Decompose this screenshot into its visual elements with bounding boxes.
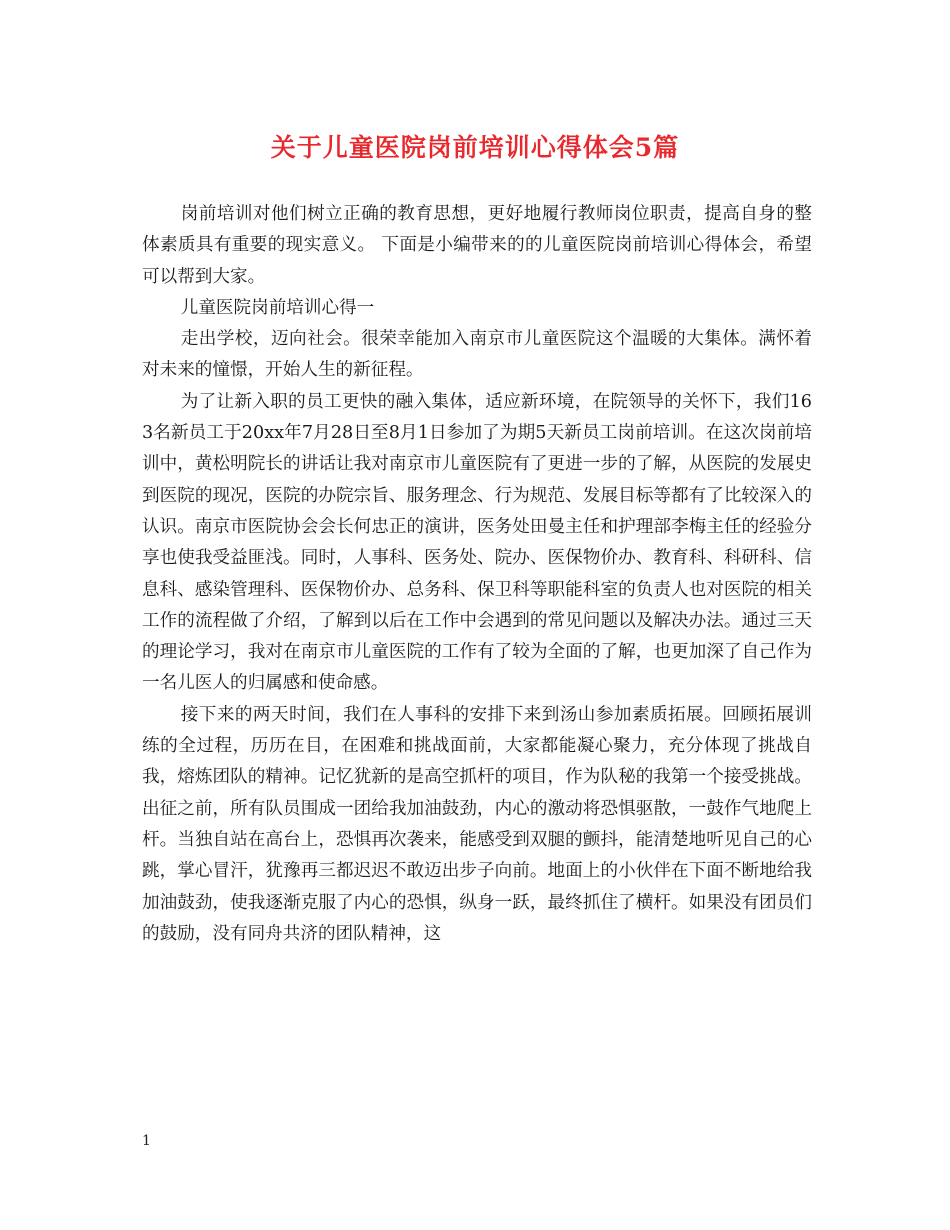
section-heading: 儿童医院岗前培训心得一	[180, 297, 375, 318]
body-paragraph: 走出学校，迈向社会。很荣幸能加入南京市儿童医院这个温暖的大集体。满怀着对未来的憧憬，开始人生的新征程。	[142, 329, 812, 381]
document-title: 关于儿童医院岗前培训心得体会5篇	[270, 133, 680, 162]
body-paragraph: 为了让新入职的员工更快的融入集体，适应新环境，在院领导的关怀下，我们163名新员工于20xx年7月28日至8月1日参加了为期5天新员工岗前培训。在这次岗前培训中，黄松明院长的讲话让我对南京市儿童医院有了更进一步的了解，从医院的发展史到医院的现况，医院的办院宗旨、服务理念、行为规范、发展目标等都有了比较深入的认识。南京市医院协会会长何忠正的演讲，医务处田曼主任和护理部李梅主任的经验分享也使我受益匪浅。同时，人事科、医务处、院办、医保物价办、教育科、科研科、信息科、感染管理科、医保物价办、总务科、保卫科等职能科室的负责人也对医院的相关工作的流程做了介绍，了解到以后在工作中会遇到的常见问题以及解决办法。通过三天的理论学习，我对在南京市儿童医院的工作有了较为全面的了解，也更加深了自己作为一名儿医人的归属感和使命感。	[142, 391, 812, 694]
page-number: 1	[142, 1133, 151, 1149]
document-body	[142, 199, 812, 950]
intro-paragraph: 岗前培训对他们树立正确的教育思想，更好地履行教师岗位职责，提高自身的整体素质具有重要的现实意义。 下面是小编带来的的儿童医院岗前培训心得体会，希望可以帮到大家。	[142, 204, 812, 287]
body-paragraph: 接下来的两天时间，我们在人事科的安排下来到汤山参加素质拓展。回顾拓展训练的全过程，历历在目，在困难和挑战面前，大家都能凝心聚力，充分体现了挑战自我，熔炼团队的精神。记忆犹新的是高空抓杆的项目，作为队秘的我第一个接受挑战。出征之前，所有队员围成一团给我加油鼓劲，内心的激动将恐惧驱散，一鼓作气地爬上杆。当独自站在高台上，恐惧再次袭来，能感受到双腿的颤抖，能清楚地听见自己的心跳，掌心冒汗，犹豫再三都迟迟不敢迈出步子向前。地面上的小伙伴在下面不断地给我加油鼓劲，使我逐渐克服了内心的恐惧，纵身一跃，最终抓住了横杆。如果没有团员们的鼓励，没有同舟共济的团队精神，这	[142, 704, 812, 944]
